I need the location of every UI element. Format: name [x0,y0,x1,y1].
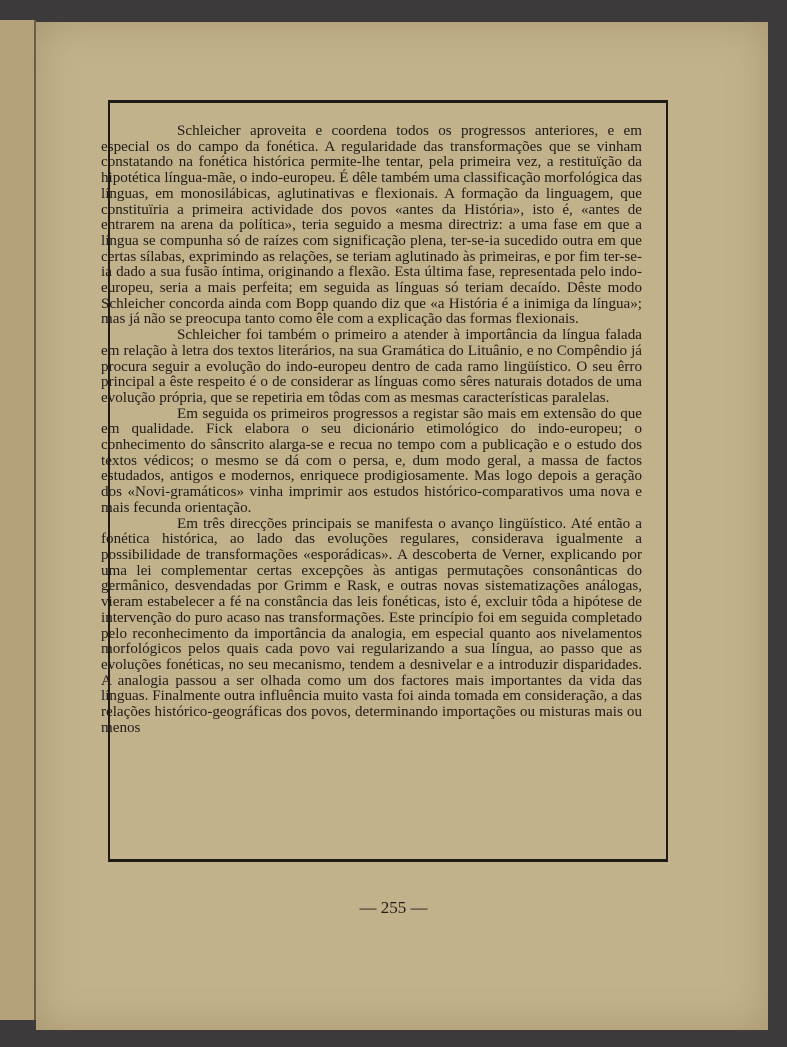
body-text [101,124,642,736]
page-number: — 255 — [359,898,428,917]
paragraph: Schleicher aproveita e coordena todos os progressos anteriores, e em especial os do campo da fonética. A regularidade das transformações que se vinham constatando na fonética histórica permite-lhe tentar, pela primeira vez, a restituïção da hipotética língua-mãe, o indo-europeu. É dêle também uma classificação morfológica das línguas, em monosilábicas, aglutinativas e flexionais. A formação da linguagem, que constituïria a primeira actividade dos povos «antes da História», isto é, «antes de entrarem na arena da política», teria seguido a mesma directriz: a uma fase em que a língua se compunha só de raízes com significação plena, ter-se-ia sucedido outra em que certas sílabas, exprimindo as relações, se teriam aglutinado às primeiras, e por fim ter-se-ia dado a sua fusão íntima, originando a flexão. Esta última fase, representada pelo indo-europeu, seria a mais perfeita; em seguida as línguas só teriam decaído. Dêste modo Schleicher concorda ainda com Bopp quando diz que «a História é a inimiga da língua»; mas já não se preocupa tanto como êle com a explicação das formas flexionais. [101,123,642,328]
paragraph: Em seguida os primeiros progressos a registar são mais em extensão do que em qualidade. Fick elabora o seu dicionário etimológico do indo-europeu; o conhecimento do sânscrito alarga-se e recua no tempo com a publicação e o estudo dos textos védicos; o mesmo se dá com o persa, e, dum modo geral, a massa de factos estudados, antigos e modernos, enriquece prodigiosamente. Mas logo depois a geração dos «Novi-gramáticos» vinha imprimir aos estudos histórico-comparativos uma nova e mais fecunda orientação. [101,405,642,516]
previous-page-edge [0,20,36,1020]
paragraph: Schleicher foi também o primeiro a atender à importância da língua falada em relação à letra dos textos literários, na sua Gramática do Lituânio, e no Compêndio já procura seguir a evolução do indo-europeu dentro de cada ramo lingüístico. O seu êrro principal a êste respeito é o de considerar as línguas como sêres naturais dotados de uma evolução própria, que se repetiria em tôdas com as mesmas características paralelas. [101,327,642,406]
paragraph: Em três direcções principais se manifesta o avanço lingüístico. Até então a fonética histórica, ao lado das evoluções regulares, considerava igualmente a possibilidade de transformações «esporádicas». A descoberta de Verner, explicando por uma lei complementar certas excepções às antigas permutações consonânticas do germânico, desvendadas por Grimm e Rask, e outras novas sistematizações análogas, vieram estabelecer a fé na constância das leis fonéticas, isto é, excluir tôda a hipótese de intervenção do puro acaso nas transformações. Este princípio foi em seguida completado pelo reconhecimento da importância da analogia, em especial quanto aos nivelamentos morfológicos pelos quais cada povo vai regularizando a sua língua, ao passo que as evoluções fonéticas, no seu mecanismo, tendem a desnivelar e a introduzir disparidades. A analogia passou a ser olhada como um dos factores mais importantes da vida das línguas. Finalmente outra influência muito vasta foi ainda tomada em consideração, a das relações histórico-geográficas dos povos, determinando importações ou misturas mais ou menos [101,515,642,736]
